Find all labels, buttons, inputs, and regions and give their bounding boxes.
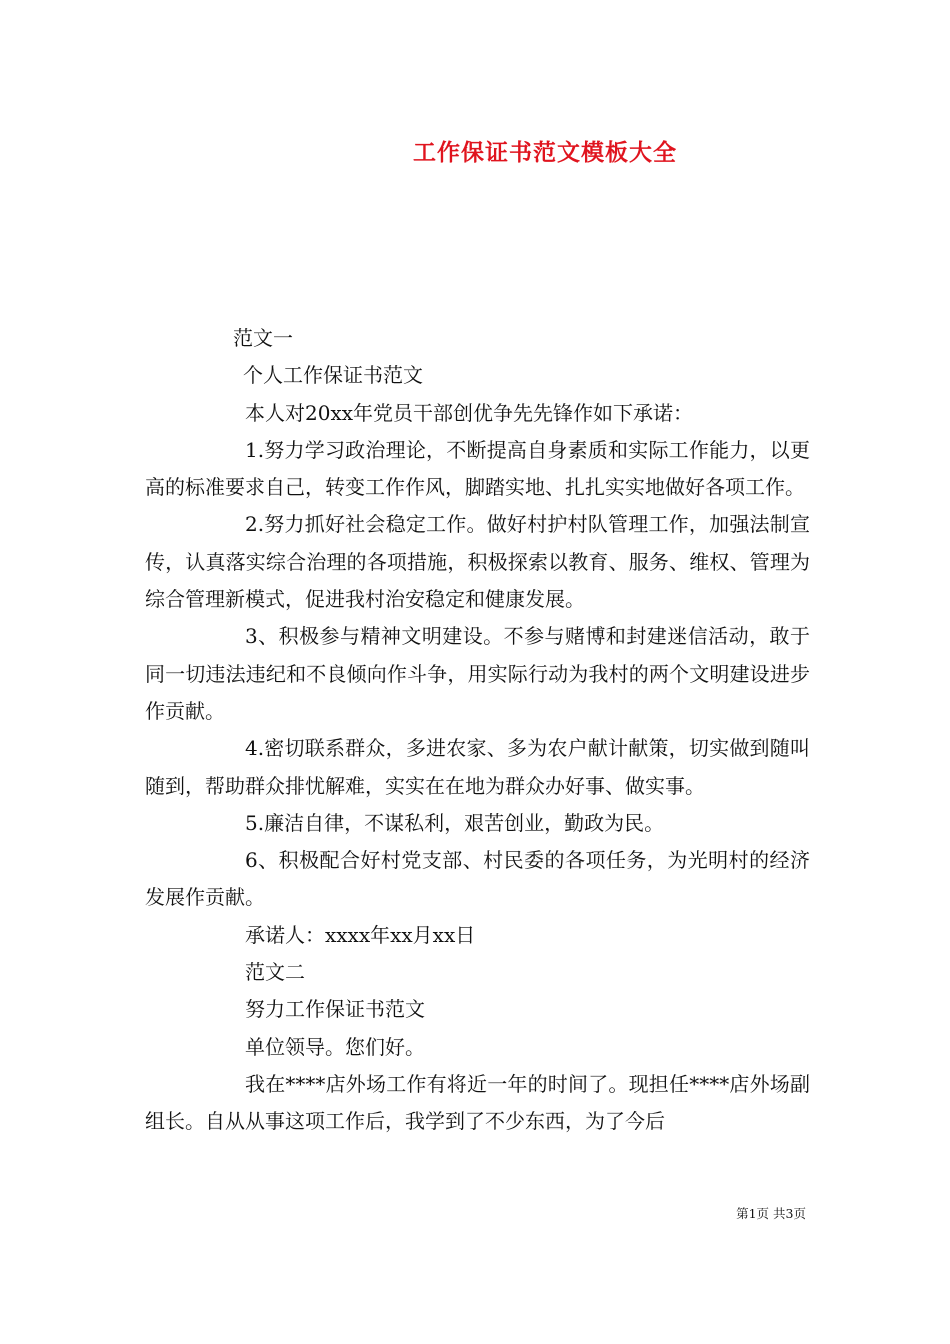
list-item: 3、积极参与精神文明建设。不参与赌博和封建迷信活动，敢于同一切违法违纪和不良倾向作斗争，用实际行动为我村的两个文明建设进步作贡献。 — [145, 624, 810, 723]
greeting: 单位领导。您们好。 — [245, 1034, 425, 1059]
document-body — [145, 320, 810, 1141]
document-title: 工作保证书范文模板大全 — [413, 139, 677, 166]
list-item: 6、积极配合好村党支部、村民委的各项任务，为光明村的经济发展作贡献。 — [145, 848, 810, 910]
page-footer: 第1页 共3页 — [736, 1206, 806, 1221]
sample-heading: 个人工作保证书范文 — [243, 363, 423, 388]
list-item: 5.廉洁自律，不谋私利，艰苦创业，勤政为民。 — [245, 810, 665, 835]
sample-label: 范文二 — [245, 960, 305, 985]
paragraph: 本人对20xx年党员干部创优争先先锋作如下承诺： — [245, 400, 694, 425]
list-item: 1.努力学习政治理论，不断提高自身素质和实际工作能力，以更高的标准要求自己，转变工作作风，脚踏实地、扎扎实实地做好各项工作。 — [145, 437, 810, 500]
signature-line: 承诺人：xxxx年xx月xx日 — [245, 922, 476, 947]
list-item: 4.密切联系群众，多进农家、多为农户献计献策，切实做到随叫随到，帮助群众排忧解难，实实在在地为群众办好事、做实事。 — [145, 736, 810, 798]
paragraph: 我在****店外场工作有将近一年的时间了。现担任****店外场副组长。自从从事这项工作后，我学到了不少东西，为了今后 — [145, 1071, 810, 1134]
sample-heading: 努力工作保证书范文 — [245, 997, 425, 1022]
sample-label: 范文一 — [233, 326, 293, 350]
list-item: 2.努力抓好社会稳定工作。做好村护村队管理工作，加强法制宣传，认真落实综合治理的各项措施，积极探索以教育、服务、维权、管理为综合管理新模式，促进我村治安稳定和健康发展。 — [145, 512, 810, 612]
